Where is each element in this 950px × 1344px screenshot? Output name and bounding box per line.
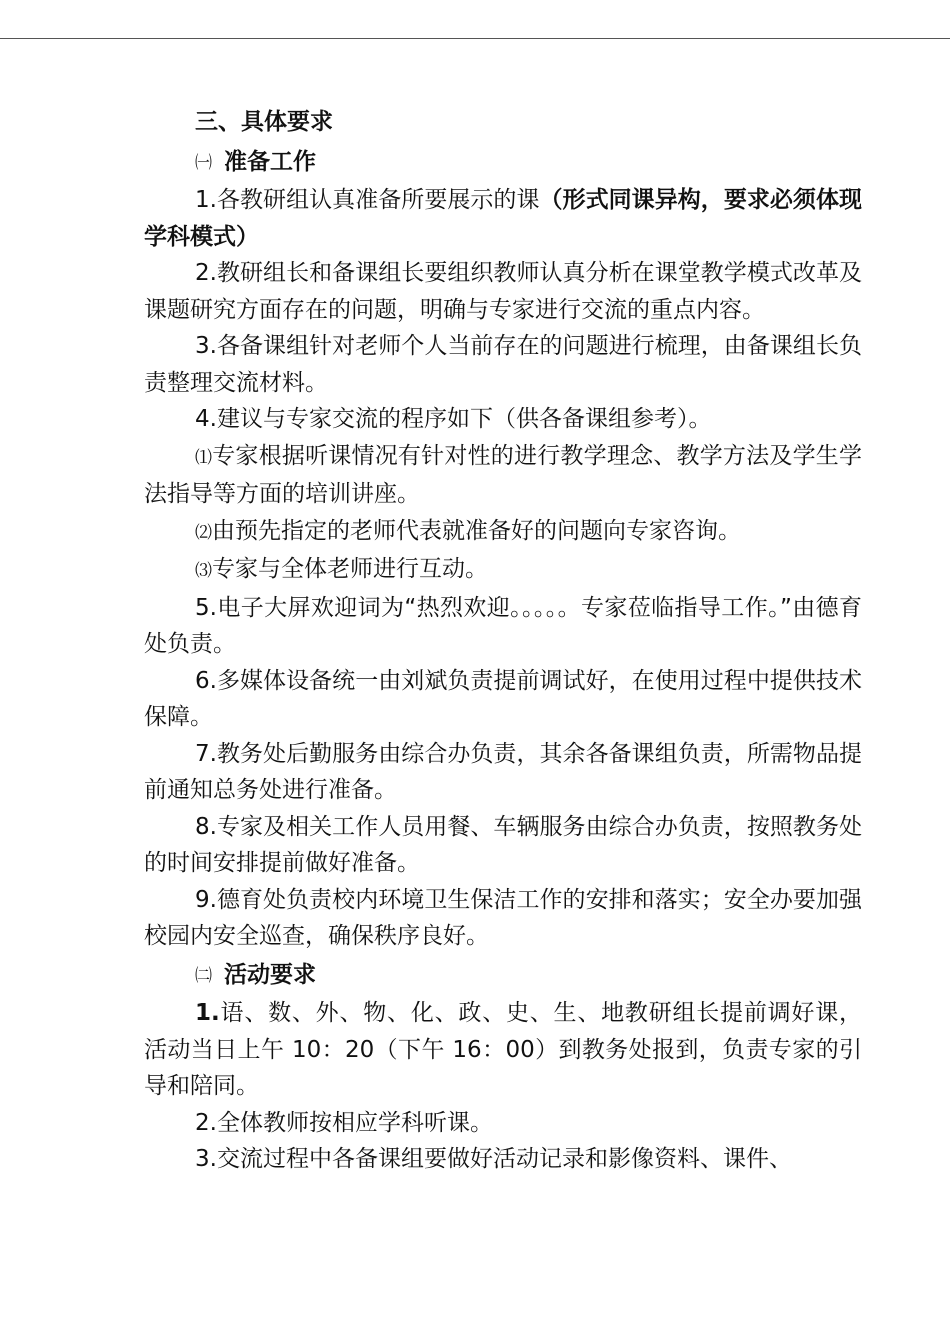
paragraph-prep-6: 6.多媒体设备统一由刘斌负责提前调试好，在使用过程中提供技术保障。: [144, 667, 862, 730]
paragraph-prep-3: 3.各备课组针对老师个人当前存在的问题进行梳理，由备课组长负责整理交流材料。: [144, 333, 862, 396]
paragraph-prep-1: [144, 182, 862, 255]
item-number: 1.: [195, 1000, 220, 1026]
paragraph-prep-2: 2.教研组长和备课组长要组织教师认真分析在课堂教学模式改革及课题研究方面存在的问题，明确与专家进行交流的重点内容。: [144, 260, 862, 323]
sub-item-marker: ⑴: [195, 447, 213, 468]
subsection-title: 活动要求: [224, 961, 316, 988]
paragraph-prep-9: 9.德育处负责校内环境卫生保洁工作的安排和落实；安全办要加强校园内安全巡查，确保秩序良好。: [144, 886, 862, 949]
subsection-marker: ㈡: [195, 965, 212, 986]
paragraph-prep-7: 7.教务处后勤服务由综合办负责，其余各备课组负责，所需物品提前通知总务处进行准备。: [144, 740, 862, 803]
section-heading: 三、具体要求: [195, 109, 333, 135]
paragraph-prep-8: 8.专家及相关工作人员用餐、车辆服务由综合办负责，按照教务处的时间安排提前做好准备。: [144, 813, 862, 876]
document-body: [144, 104, 862, 1178]
paragraph-prep-4-sub-3: [144, 551, 862, 590]
sub-item-marker: ⑵: [195, 522, 212, 543]
paragraph-text: 专家根据听课情况有针对性的进行教学理念、教学方法及学生学法指导等方面的培训讲座。: [144, 442, 863, 507]
subsection-heading-activity: [144, 957, 862, 996]
paragraph-prep-5: 5.电子大屏欢迎词为“热烈欢迎。。。。。专家莅临指导工作。”由德育处负责。: [144, 594, 862, 657]
paragraph-activity-1: [144, 995, 862, 1105]
paragraph-activity-2: 2.全体教师按相应学科听课。: [195, 1109, 493, 1136]
subsection-marker: ㈠: [195, 152, 212, 173]
paragraph-prep-4: 4.建议与专家交流的程序如下（供各备课组参考）。: [195, 406, 712, 432]
subsection-heading-preparation: [144, 144, 862, 183]
paragraph-text: 语、数、外、物、化、政、史、生、地教研组长提前调好课，活动当日上午 10：20（下午 16：00）到教务处报到，负责专家的引导和陪同。: [144, 1000, 862, 1099]
emphasis-text: （形式同课异构，要求必须体现学科模式）: [144, 187, 863, 250]
paragraph-text: 由预先指定的老师代表就准备好的问题向专家咨询。: [212, 517, 741, 544]
subsection-title: 准备工作: [224, 148, 316, 175]
paragraph-text: 专家与全体老师进行互动。: [212, 556, 488, 582]
paragraph-text: 1.各教研组认真准备所要展示的课: [195, 187, 540, 213]
paragraph-prep-4-sub-1: [144, 438, 862, 513]
header-rule: [0, 38, 950, 39]
paragraph-activity-3: 3.交流过程中各备课组要做好活动记录和影像资料、课件、: [195, 1146, 792, 1172]
sub-item-marker: ⑶: [195, 561, 212, 581]
paragraph-prep-4-sub-2: [144, 513, 862, 552]
